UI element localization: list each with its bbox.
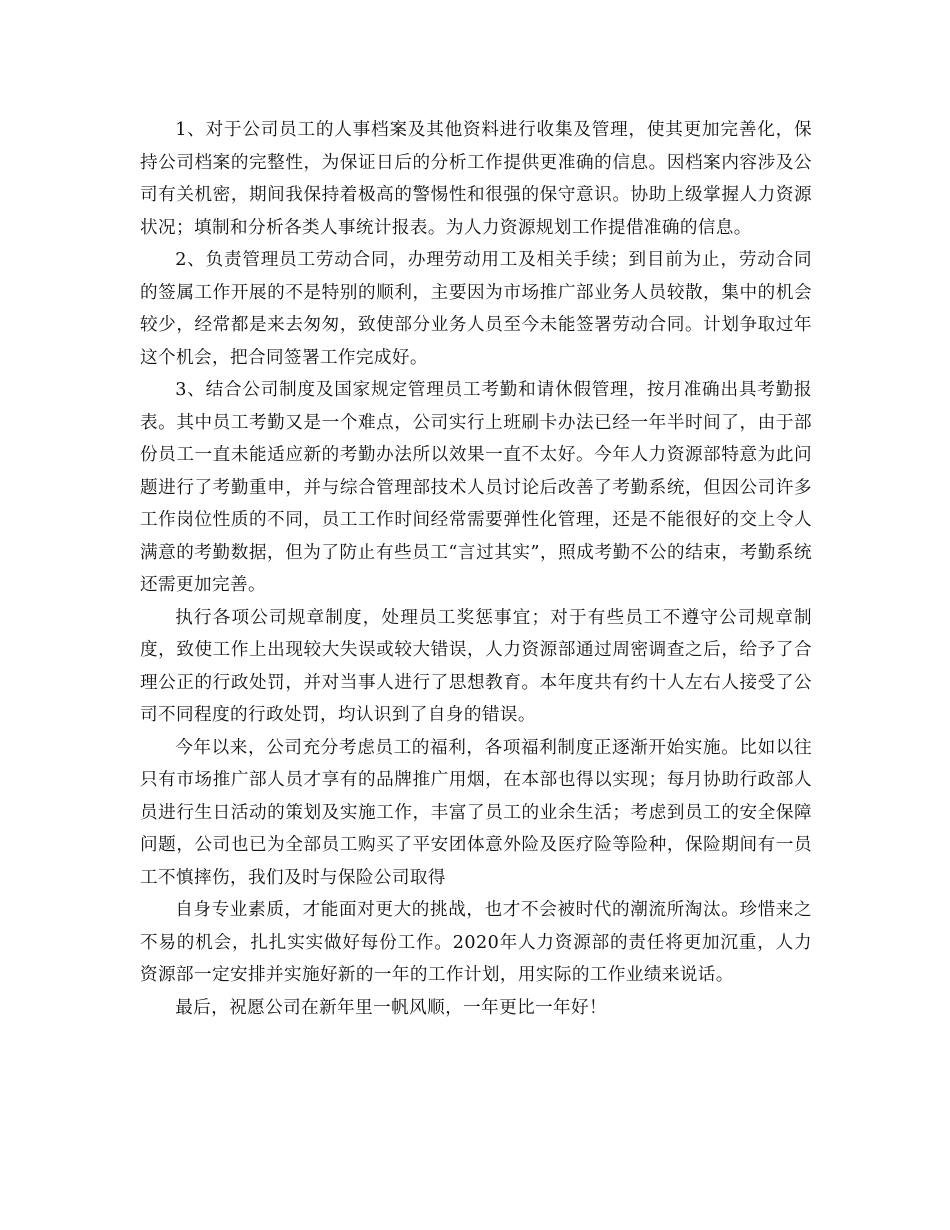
paragraph-welfare: 今年以来，公司充分考虑员工的福利，各项福利制度正逐渐开始实施。比如以往只有市场推广部人员才享有的品牌推广用烟，在本部也得以实现；每月协助行政部人员进行生日活动的策划及实施工作，丰富了员工的业余生活；考虑到员工的安全保障问题，公司也已为全部员工购买了平安团体意外险及医疗险等险种，保险期间有一员工不慎摔伤，我们及时与保险公司取得 xyxy=(140,737,812,888)
paragraph-rewards-penalties: 执行各项公司规章制度，处理员工奖惩事宜；对于有些员工不遵守公司规章制度，致使工作上出现较大失误或较大错误，人力资源部通过周密调查之后，给予了合理公正的行政处罚，并对当事人进行了思想教育。本年度共有约十人左右人接受了公司不同程度的行政处罚，均认识到了自身的错误。 xyxy=(140,607,812,725)
paragraph-closing-wish: 最后，祝愿公司在新年里一帆风顺，一年更比一年好！ xyxy=(175,997,608,1018)
paragraph-labor-contracts: 2、负责管理员工劳动合同，办理劳动用工及相关手续；到目前为止，劳动合同的签属工作开展的不是特别的顺利，主要因为市场推广部业务人员较散，集中的机会较少，经常都是来去匆匆，致使部分业务人员至今未能签署劳动合同。计划争取过年这个机会，把合同签署工作完成好。 xyxy=(140,250,812,368)
document-body xyxy=(140,114,812,1024)
paragraph-attendance: 3、结合公司制度及国家规定管理员工考勤和请休假管理，按月准确出具考勤报表。其中员工考勤又是一个难点，公司实行上班刷卡办法已经一年半时间了，由于部份员工一直未能适应新的考勤办法所以效果一直不太好。今年人力资源部特意为此问题进行了考勤重申，并与综合管理部技术人员讨论后改善了考勤系统，但因公司许多工作岗位性质的不同，员工工作时间经常需要弹性化管理，还是不能很好的交上令人满意的考勤数据，但为了防止有些员工“言过其实”，照成考勤不公的结束，考勤系统还需更加完善。 xyxy=(140,380,812,595)
paragraph-professional-quality: 自身专业素质，才能面对更大的挑战，也才不会被时代的潮流所淘汰。珍惜来之不易的机会，扎扎实实做好每份工作。2020年人力资源部的责任将更加沉重，人力资源部一定安排并实施好新的一年的工作计划，用实际的工作业绩来说话。 xyxy=(140,900,812,985)
paragraph-record-management: 1、对于公司员工的人事档案及其他资料进行收集及管理，使其更加完善化，保持公司档案的完整性，为保证日后的分析工作提供更准确的信息。因档案内容涉及公司有关机密，期间我保持着极高的警惕性和很强的保守意识。协助上级掌握人力资源状况；填制和分析各类人事统计报表。为人力资源规划工作提借准确的信息。 xyxy=(140,120,812,238)
